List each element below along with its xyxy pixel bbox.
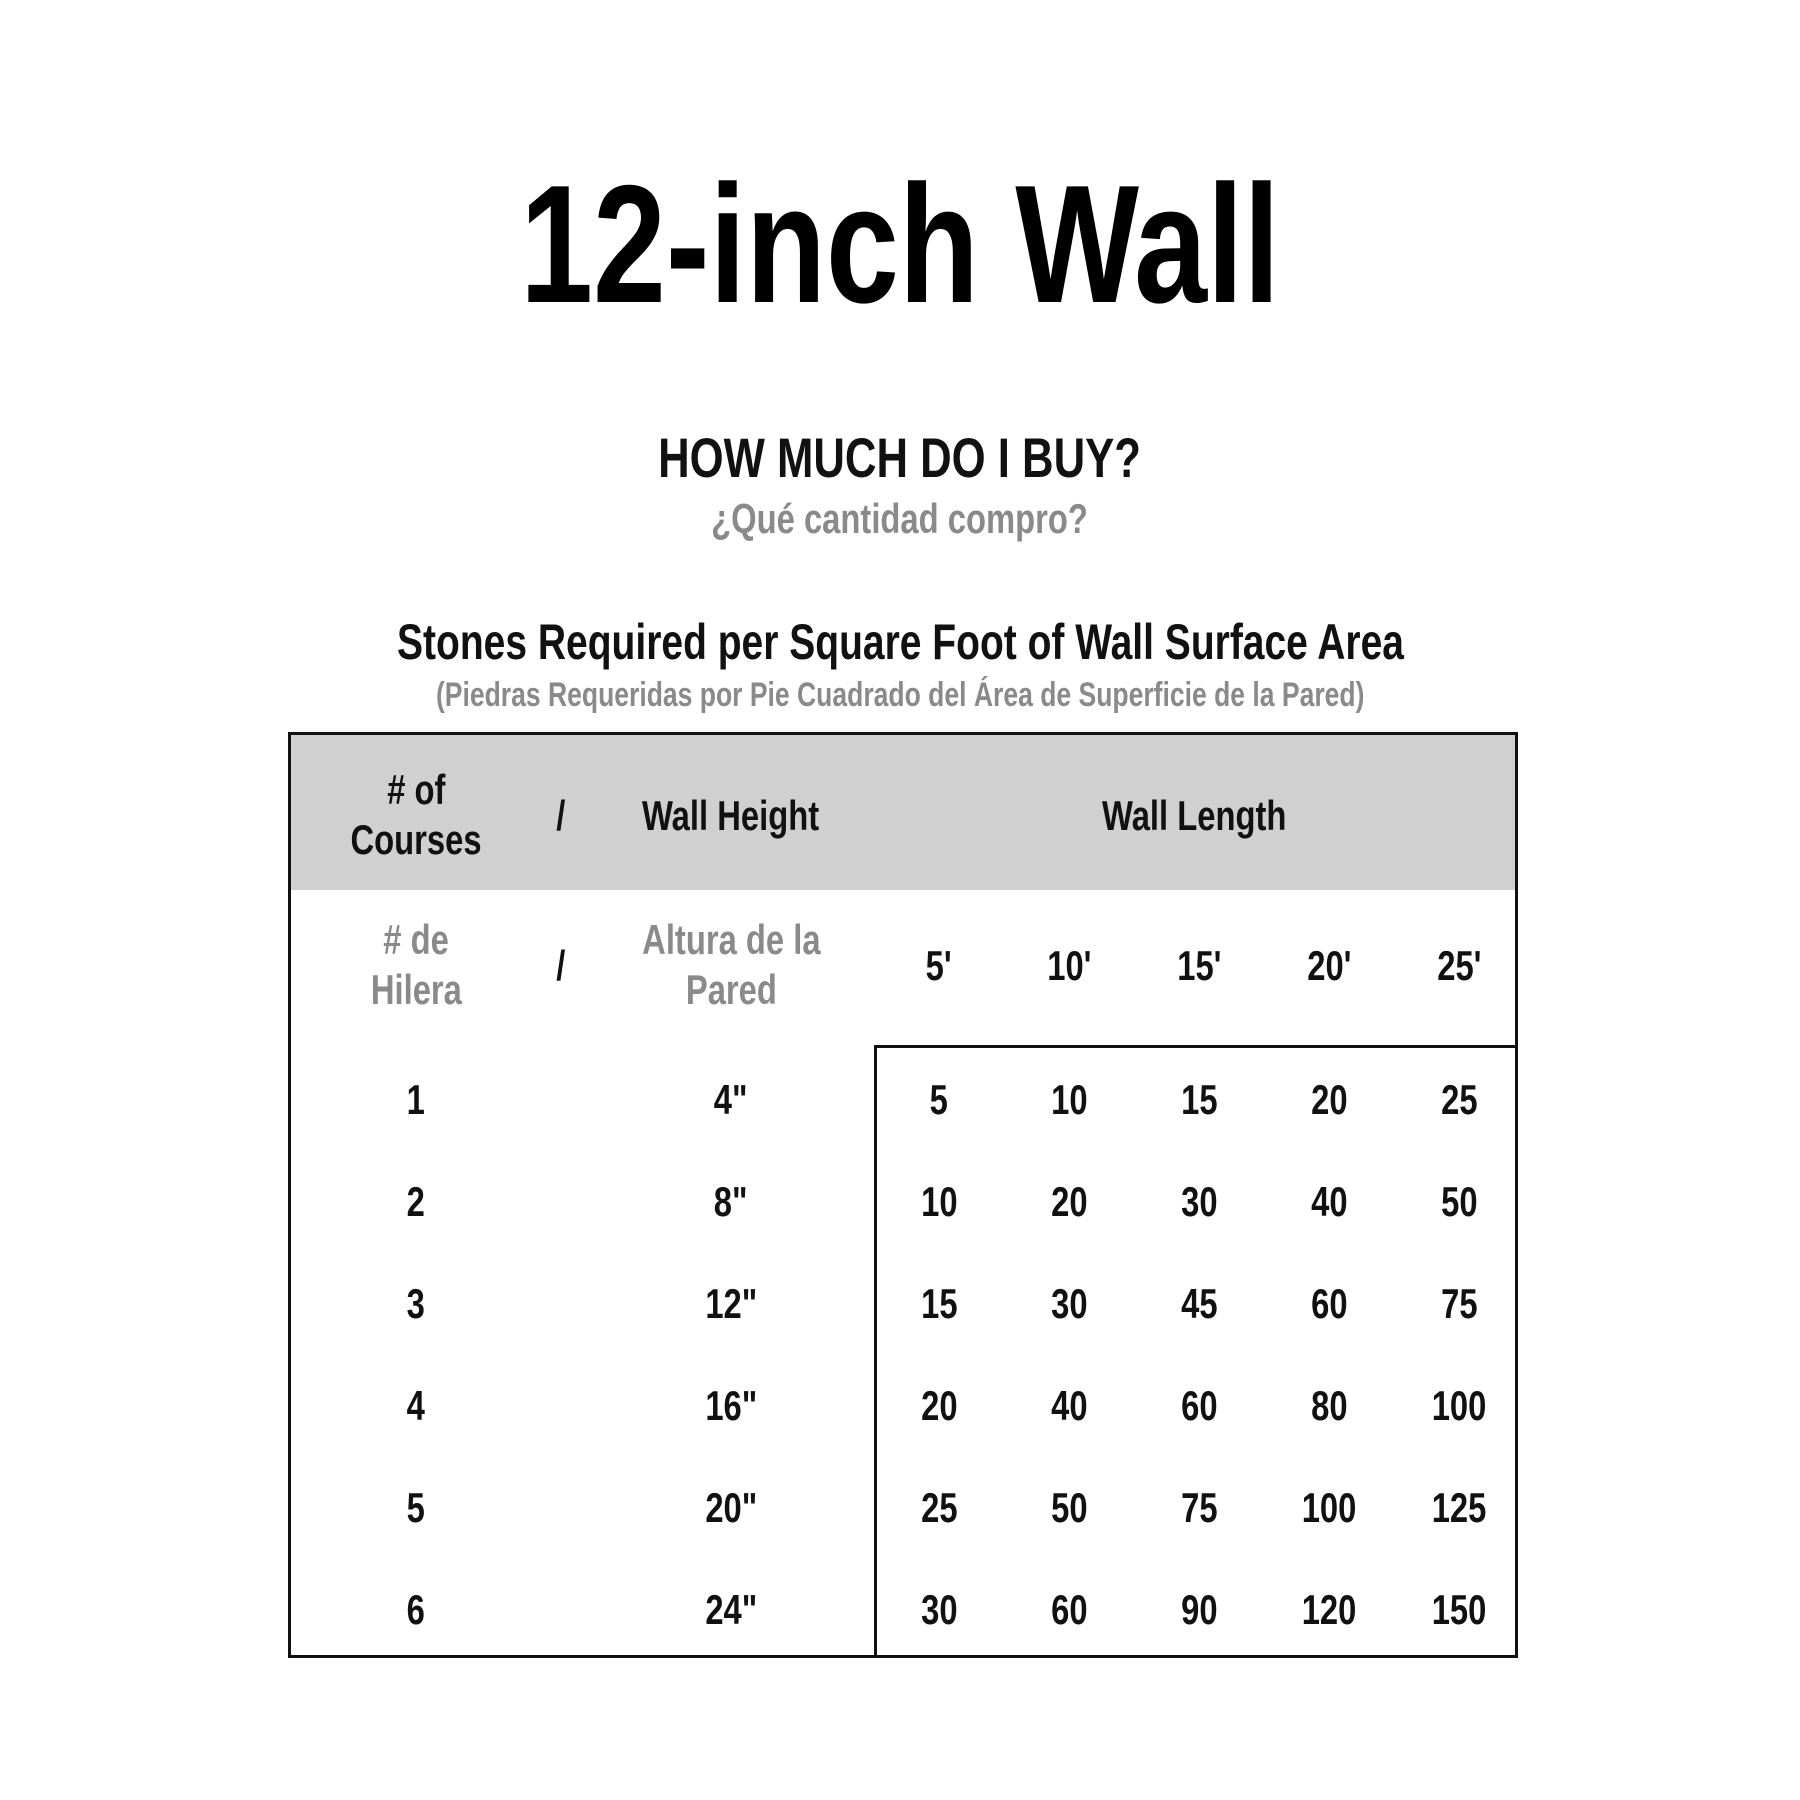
table-row-5-value-20ft [1264, 1483, 1394, 1533]
cell-text: 50 [1050, 1484, 1088, 1531]
cell-text: 30 [1180, 1178, 1218, 1225]
cell-text: 60 [1180, 1382, 1218, 1429]
header-es-slash [531, 941, 591, 991]
cell-text: 80 [1310, 1382, 1348, 1429]
cell-text: 4 [406, 1382, 426, 1429]
table-row-1-value-20ft [1264, 1075, 1394, 1125]
table-row-2-height [591, 1177, 871, 1227]
table-row-3-value-15ft [1134, 1279, 1264, 1329]
cell-text: 100 [1431, 1382, 1487, 1429]
header-es-height-line2: Pared [685, 966, 777, 1014]
subtitle-text: HOW MUCH DO I BUY? [658, 426, 1142, 489]
table-row-1-courses [311, 1075, 521, 1125]
length-header-20ft [1264, 941, 1394, 991]
cell-text: 120 [1301, 1586, 1357, 1633]
table-row-3-value-5ft [874, 1279, 1004, 1329]
page-title [0, 150, 1800, 338]
cell-text: 20" [705, 1484, 757, 1531]
cell-text: 16" [705, 1382, 757, 1429]
table-row-1-value-15ft [1134, 1075, 1264, 1125]
table-row-2-value-25ft [1394, 1177, 1524, 1227]
length-header-25ft [1394, 941, 1524, 991]
cell-text: 5 [929, 1076, 949, 1123]
cell-text: 90 [1180, 1586, 1218, 1633]
table-row-3-value-25ft [1394, 1279, 1524, 1329]
cell-text: 10 [1050, 1076, 1088, 1123]
stones-table [288, 732, 1518, 1658]
table-row-3-height [591, 1279, 871, 1329]
table-row-4-courses [311, 1381, 521, 1431]
table-row-6-courses [311, 1585, 521, 1635]
length-header-15ft [1134, 941, 1264, 991]
subtitle-spanish-text: ¿Qué cantidad compro? [711, 495, 1089, 542]
header-wall-length-text: Wall Length [1101, 792, 1287, 839]
table-row-4-value-10ft [1004, 1381, 1134, 1431]
table-row-6-value-20ft [1264, 1585, 1394, 1635]
table-row-2-value-20ft [1264, 1177, 1394, 1227]
cell-text: 75 [1180, 1484, 1218, 1531]
header-es-wall-height [591, 915, 871, 1016]
table-row-1-height [591, 1075, 871, 1125]
table-row-4-value-15ft [1134, 1381, 1264, 1431]
table-row-4-value-25ft [1394, 1381, 1524, 1431]
cell-text: 24" [705, 1586, 757, 1633]
cell-text: 10 [920, 1178, 958, 1225]
subtitle-spanish [0, 495, 1800, 542]
header-courses-line2: Courses [350, 816, 482, 864]
length-header-text: 10' [1046, 942, 1092, 989]
header-courses [311, 765, 521, 866]
header-es-courses-line1: # de [383, 916, 449, 963]
table-row-5-value-5ft [874, 1483, 1004, 1533]
table-row-6-value-15ft [1134, 1585, 1264, 1635]
cell-text: 8" [714, 1178, 748, 1225]
table-row-5-courses [311, 1483, 521, 1533]
table-row-2-courses [311, 1177, 521, 1227]
cell-text: 20 [1050, 1178, 1088, 1225]
length-header-10ft [1004, 941, 1134, 991]
table-row-4-height [591, 1381, 871, 1431]
cell-text: 15 [920, 1280, 958, 1327]
cell-text: 100 [1301, 1484, 1357, 1531]
table-row-5-height [591, 1483, 871, 1533]
table-row-3-value-20ft [1264, 1279, 1394, 1329]
cell-text: 20 [920, 1382, 958, 1429]
table-row-5-value-10ft [1004, 1483, 1134, 1533]
cell-text: 60 [1310, 1280, 1348, 1327]
cell-text: 6 [406, 1586, 426, 1633]
table-row-6-value-10ft [1004, 1585, 1134, 1635]
table-row-4-value-5ft [874, 1381, 1004, 1431]
table-row-5-value-15ft [1134, 1483, 1264, 1533]
cell-text: 1 [406, 1076, 426, 1123]
table-row-3-courses [311, 1279, 521, 1329]
cell-text: 125 [1431, 1484, 1487, 1531]
table-row-2-value-5ft [874, 1177, 1004, 1227]
length-header-text: 5' [925, 942, 953, 989]
header-es-courses [311, 915, 521, 1016]
header-slash-text: / [556, 792, 566, 839]
cell-text: 75 [1440, 1280, 1478, 1327]
header-wall-length [874, 791, 1514, 841]
table-row-6-value-5ft [874, 1585, 1004, 1635]
table-row-2-value-10ft [1004, 1177, 1134, 1227]
cell-text: 4" [714, 1076, 748, 1123]
subtitle [0, 426, 1800, 489]
table-row-4-value-20ft [1264, 1381, 1394, 1431]
cell-text: 45 [1180, 1280, 1218, 1327]
cell-text: 15 [1180, 1076, 1218, 1123]
table-row-1-value-5ft [874, 1075, 1004, 1125]
table-row-6-value-25ft [1394, 1585, 1524, 1635]
cell-text: 3 [406, 1280, 426, 1327]
cell-text: 40 [1050, 1382, 1088, 1429]
length-header-5ft [874, 941, 1004, 991]
page-title-text: 12-inch Wall [520, 150, 1280, 338]
cell-text: 20 [1310, 1076, 1348, 1123]
values-box [874, 1045, 1518, 1658]
cell-text: 30 [1050, 1280, 1088, 1327]
table-row-3-value-10ft [1004, 1279, 1134, 1329]
length-header-text: 15' [1176, 942, 1222, 989]
table-title-spanish-text: (Piedras Requeridas por Pie Cuadrado del Área de Superficie de la Pared) [435, 676, 1365, 714]
cell-text: 12" [705, 1280, 757, 1327]
length-header-text: 20' [1306, 942, 1352, 989]
cell-text: 2 [406, 1178, 426, 1225]
header-wall-height [591, 791, 871, 841]
table-title-text: Stones Required per Square Foot of Wall Surface Area [396, 614, 1404, 670]
table-row-5-value-25ft [1394, 1483, 1524, 1533]
table-title-spanish [0, 678, 1800, 712]
cell-text: 50 [1440, 1178, 1478, 1225]
table-row-1-value-25ft [1394, 1075, 1524, 1125]
header-wall-height-text: Wall Height [642, 792, 820, 839]
cell-text: 5 [406, 1484, 426, 1531]
header-es-height-line1: Altura de la [641, 916, 821, 963]
length-header-text: 25' [1436, 942, 1482, 989]
header-courses-line1: # of [386, 766, 446, 813]
cell-text: 25 [920, 1484, 958, 1531]
header-slash [531, 791, 591, 841]
table-row-2-value-15ft [1134, 1177, 1264, 1227]
cell-text: 40 [1310, 1178, 1348, 1225]
header-es-slash-text: / [556, 942, 566, 989]
cell-text: 60 [1050, 1586, 1088, 1633]
table-row-1-value-10ft [1004, 1075, 1134, 1125]
table-title [0, 614, 1800, 670]
header-es-courses-line2: Hilera [370, 966, 462, 1014]
cell-text: 25 [1440, 1076, 1478, 1123]
table-row-6-height [591, 1585, 871, 1635]
cell-text: 150 [1431, 1586, 1487, 1633]
cell-text: 30 [920, 1586, 958, 1633]
